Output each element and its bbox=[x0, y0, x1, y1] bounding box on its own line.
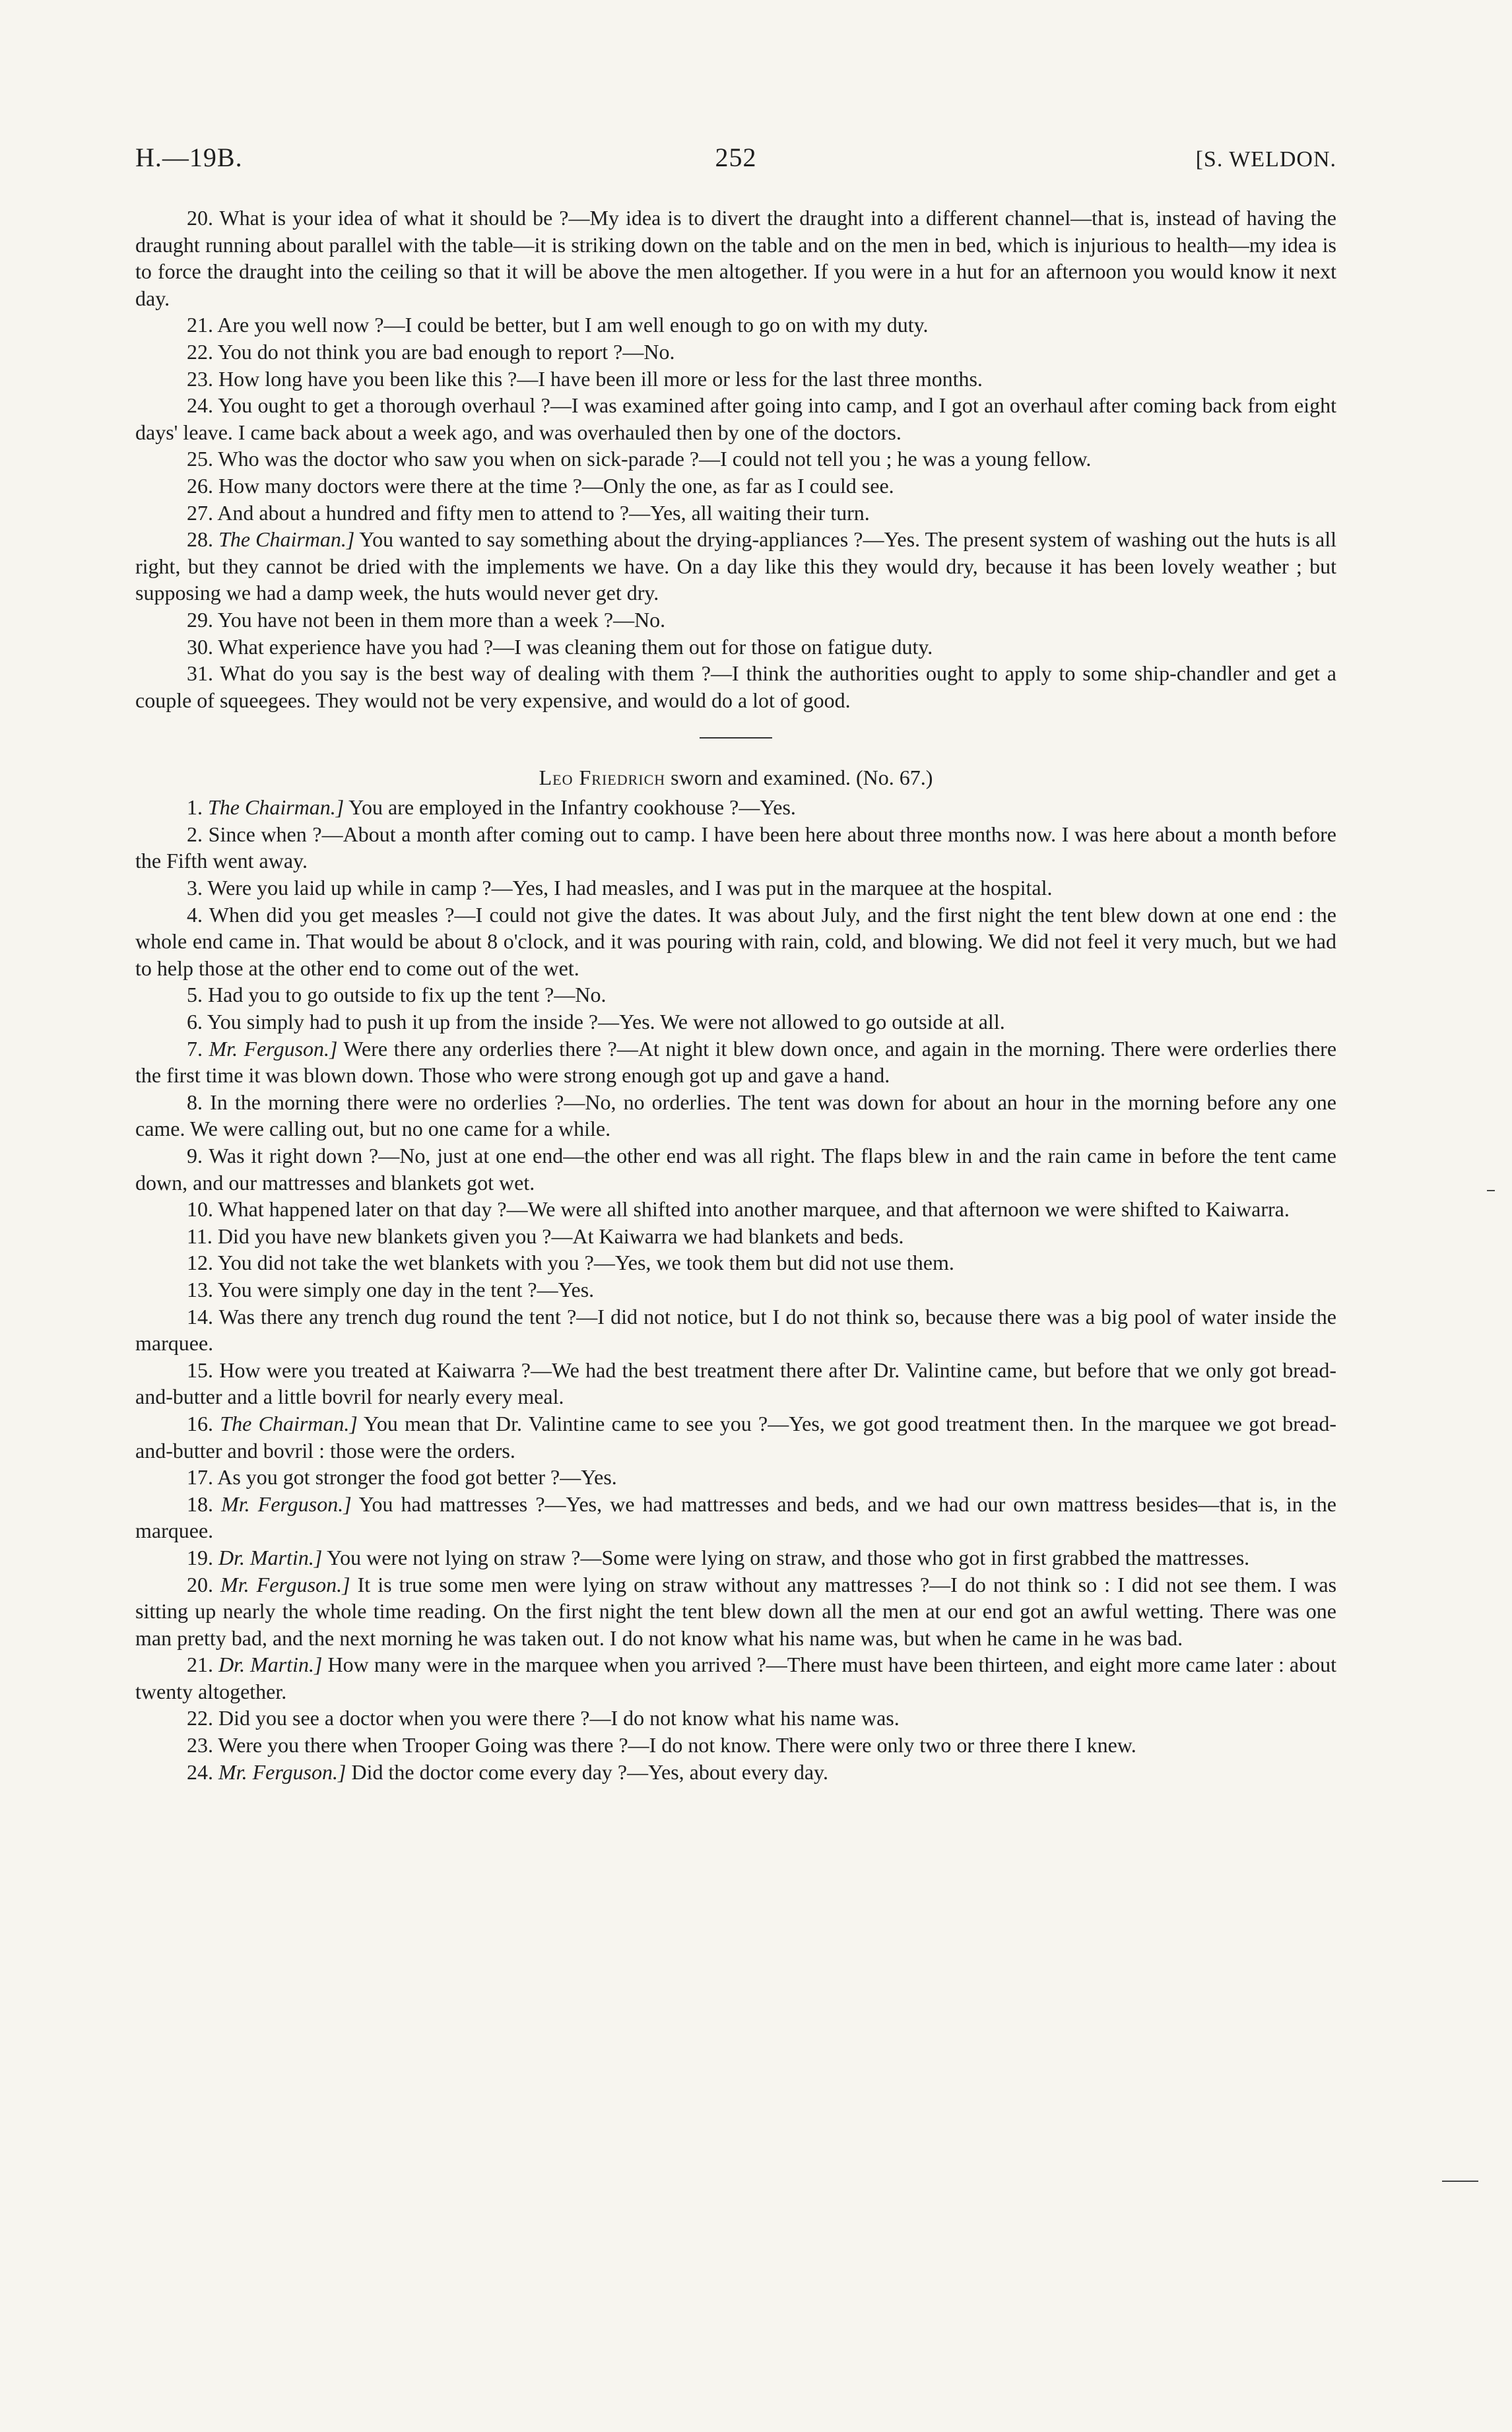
testimony-paragraph bbox=[135, 473, 1336, 500]
testimony-text: Did you see a doctor when you were there ?—I do not know what his name was. bbox=[218, 1706, 900, 1730]
question-number: 31. bbox=[187, 661, 213, 686]
testimony-paragraph bbox=[135, 874, 1336, 902]
question-number: 24. bbox=[187, 393, 213, 418]
testimony-text: It is true some men were lying on straw without any mattresses ?—I do not think so : I did not see them. I was sitting up nearly the whole time reading. On the first night the tent blew down all the men at our end got an awful wetting. There was one man pretty bad, and the next morning he was taken out. I do not know what his name was, but when he came in he was bad. bbox=[135, 1572, 1337, 1650]
testimony-text: Who was the doctor who saw you when on sick-parade ?—I could not tell you ; he was a young fellow. bbox=[218, 447, 1092, 471]
testimony-text: Was there any trench dug round the tent ?—I did not notice, but I do not think so, because there was a big pool of water inside the marquee. bbox=[135, 1304, 1337, 1356]
page-number: 252 bbox=[715, 143, 757, 172]
section-divider bbox=[700, 737, 772, 739]
testimony-paragraph bbox=[135, 1705, 1336, 1732]
testimony-paragraph bbox=[135, 526, 1336, 607]
testimony-paragraph bbox=[135, 1223, 1336, 1250]
testimony-text: Were you there when Trooper Going was there ?—I do not know. There were only two or three there I knew. bbox=[218, 1733, 1136, 1758]
question-number: 18. bbox=[187, 1492, 213, 1516]
question-number: 20. bbox=[187, 206, 213, 230]
testimony-text: You were not lying on straw ?—Some were lying on straw, and those who got in first grabbed the mattresses. bbox=[327, 1545, 1250, 1569]
testimony-text: Did the doctor come every day ?—Yes, about every day. bbox=[351, 1759, 828, 1784]
testimony-paragraph bbox=[135, 1196, 1336, 1223]
testimony-text: You were simply one day in the tent ?—Yes. bbox=[217, 1277, 595, 1301]
testimony-paragraph bbox=[135, 607, 1336, 634]
question-number: 10. bbox=[187, 1197, 213, 1222]
testimony-paragraph bbox=[135, 366, 1336, 393]
testimony-paragraph bbox=[135, 1089, 1336, 1142]
testimony-text: You do not think you are bad enough to report ?—No. bbox=[217, 339, 675, 364]
question-number: 25. bbox=[187, 447, 213, 471]
question-number: 20. bbox=[187, 1572, 213, 1596]
testimony-text: Were there any orderlies there ?—At night it blew down once, and again in the morning. There were orderlies there the first time it was blown down. Those who were strong enough got up and gave a hand. bbox=[135, 1036, 1337, 1088]
testimony-text: What experience have you had ?—I was cleaning them out for those on fatigue duty. bbox=[218, 634, 933, 659]
testimony-paragraph bbox=[135, 1491, 1336, 1544]
report-code: H.—19B. bbox=[135, 143, 243, 172]
question-number: 28. bbox=[187, 527, 213, 552]
testimony-paragraph bbox=[135, 1008, 1336, 1035]
testimony-text: Were you laid up while in camp ?—Yes, I had measles, and I was put in the marquee at the hospital. bbox=[207, 876, 1053, 900]
testimony-paragraph bbox=[135, 1759, 1336, 1786]
testimony-text: You wanted to say something about the drying-appliances ?—Yes. The present system of washing out the huts is all right, but they cannot be dried with the implements we have. On a day like this they would dry, because it has been lovely weather ; but supposing we had a damp week, the huts would never get dry. bbox=[135, 527, 1337, 605]
testimony-paragraph bbox=[135, 981, 1336, 1008]
testimony-paragraph bbox=[135, 445, 1336, 473]
question-number: 16. bbox=[187, 1411, 213, 1435]
testimony-paragraph bbox=[135, 392, 1336, 445]
question-number: 13. bbox=[187, 1277, 213, 1301]
witness-name: [S. WELDON. bbox=[1195, 147, 1336, 172]
question-number: 9. bbox=[187, 1144, 203, 1167]
testimony-text: What happened later on that day ?—We were all shifted into another marquee, and that afternoon we were shifted to Kaiwarra. bbox=[218, 1197, 1290, 1222]
testimony-text: You simply had to push it up from the inside ?—Yes. We were not allowed to go outside at all. bbox=[207, 1010, 1005, 1034]
testimony-paragraph bbox=[135, 1651, 1336, 1705]
margin-mark bbox=[1442, 2181, 1478, 2182]
testimony-paragraph bbox=[135, 339, 1336, 366]
section-heading bbox=[135, 764, 1336, 791]
question-number: 22. bbox=[187, 339, 213, 364]
testimony-paragraph bbox=[135, 205, 1336, 312]
question-number: 2. bbox=[187, 822, 203, 846]
testimony-text: Was it right down ?—No, just at one end—the other end was all right. The flaps blew in and the rain came in before the tent came down, and our mattresses and blankets got wet. bbox=[135, 1144, 1337, 1195]
speaker-label: Mr. Ferguson.] bbox=[218, 1759, 346, 1784]
margin-mark bbox=[1487, 1190, 1495, 1191]
testimony-text: And about a hundred and fifty men to attend to ?—Yes, all waiting their turn. bbox=[217, 500, 870, 525]
question-number: 4. bbox=[187, 902, 203, 927]
testimony-text: You have not been in them more than a week ?—No. bbox=[217, 607, 666, 632]
testimony-text: What is your idea of what it should be ?—My idea is to divert the draught into a different channel—that is, instead of having the draught running about parallel with the table—it is striking down on the table and on the men in bed, which is injurious to health—my idea is to force the draught into the ceiling so that it will be above the men altogether. If you were in a hut for an afternoon you would know it next day. bbox=[135, 206, 1337, 310]
testimony-text: When did you get measles ?—I could not give the dates. It was about July, and the first night the tent blew down at one end : the whole end came in. That would be about 8 o'clock, and it was pouring with rain, cold, and blowing. We did not feel it very much, but we had to help those at the other end to come out of the wet. bbox=[135, 902, 1337, 980]
testimony-text: In the morning there were no orderlies ?—No, no orderlies. The tent was down for about an hour in the morning before any one came. We were calling out, but no one came for a while. bbox=[135, 1090, 1336, 1141]
question-number: 23. bbox=[187, 1733, 213, 1758]
testimony-paragraph bbox=[135, 821, 1336, 874]
question-number: 15. bbox=[187, 1358, 213, 1382]
speaker-label: Dr. Martin.] bbox=[218, 1545, 323, 1569]
speaker-label: Mr. Ferguson.] bbox=[221, 1492, 352, 1516]
testimony-text: You had mattresses ?—Yes, we had mattresses and beds, and we had our own mattress besides—that is, in the marquee. bbox=[135, 1492, 1337, 1543]
testimony-text: How many doctors were there at the time ?—Only the one, as far as I could see. bbox=[218, 473, 894, 498]
speaker-label: The Chairman.] bbox=[218, 527, 355, 552]
testimony-paragraph bbox=[135, 1357, 1336, 1410]
question-number: 27. bbox=[187, 500, 213, 525]
testimony-text: How many were in the marquee when you arrived ?—There must have been thirteen, and eight more came later : about twenty altogether. bbox=[135, 1653, 1337, 1703]
question-number: 19. bbox=[187, 1545, 213, 1569]
witness-heading-name: Leo Friedrich bbox=[539, 766, 666, 790]
question-number: 3. bbox=[187, 876, 203, 900]
question-number: 26. bbox=[187, 473, 213, 498]
question-number: 14. bbox=[187, 1304, 213, 1329]
testimony-paragraph bbox=[135, 1303, 1336, 1357]
friedrich-testimony bbox=[135, 794, 1336, 1785]
testimony-text: Had you to go outside to fix up the tent ?—No. bbox=[208, 983, 607, 1007]
testimony-paragraph bbox=[135, 1571, 1336, 1652]
question-number: 21. bbox=[187, 1653, 213, 1677]
testimony-paragraph bbox=[135, 312, 1336, 339]
document-page bbox=[135, 142, 1336, 1785]
question-number: 29. bbox=[187, 607, 213, 632]
question-number: 11. bbox=[187, 1224, 213, 1248]
weldon-testimony bbox=[135, 205, 1336, 713]
testimony-paragraph bbox=[135, 1732, 1336, 1759]
testimony-text: How were you treated at Kaiwarra ?—We had the best treatment there after Dr. Valintine came, but before that we only got bread-and-butter and a little bovril for nearly every meal. bbox=[135, 1358, 1337, 1409]
question-number: 23. bbox=[187, 366, 213, 391]
page-header bbox=[135, 142, 1336, 173]
testimony-paragraph bbox=[135, 1035, 1336, 1089]
testimony-paragraph bbox=[135, 1544, 1336, 1571]
testimony-paragraph bbox=[135, 794, 1336, 821]
testimony-paragraph bbox=[135, 1249, 1336, 1276]
testimony-paragraph bbox=[135, 634, 1336, 661]
testimony-text: Since when ?—About a month after coming out to camp. I have been here about three months now. I was here about a month before the Fifth went away. bbox=[135, 822, 1337, 873]
testimony-text: How long have you been like this ?—I have been ill more or less for the last three months. bbox=[218, 366, 983, 391]
witness-heading-rest: sworn and examined. (No. 67.) bbox=[671, 766, 933, 790]
question-number: 7. bbox=[187, 1036, 203, 1061]
question-number: 17. bbox=[187, 1465, 213, 1490]
question-number: 6. bbox=[187, 1010, 203, 1034]
speaker-label: The Chairman.] bbox=[208, 795, 345, 820]
testimony-text: As you got stronger the food got better ?—Yes. bbox=[217, 1465, 617, 1490]
question-number: 1. bbox=[187, 795, 203, 820]
testimony-paragraph bbox=[135, 1276, 1336, 1303]
testimony-paragraph bbox=[135, 1464, 1336, 1491]
speaker-label: Dr. Martin.] bbox=[218, 1653, 323, 1677]
question-number: 21. bbox=[187, 313, 213, 337]
question-number: 30. bbox=[187, 634, 213, 659]
question-number: 12. bbox=[187, 1251, 213, 1275]
question-number: 5. bbox=[187, 983, 203, 1007]
testimony-text: You are employed in the Infantry cookhouse ?—Yes. bbox=[348, 795, 796, 820]
testimony-text: You ought to get a thorough overhaul ?—I was examined after going into camp, and I got an overhaul after coming back from eight days' leave. I came back about a week ago, and was overhauled then by one of the doctors. bbox=[135, 393, 1337, 444]
question-number: 24. bbox=[187, 1759, 213, 1784]
testimony-paragraph bbox=[135, 1410, 1336, 1464]
testimony-paragraph bbox=[135, 1142, 1336, 1196]
testimony-text: Are you well now ?—I could be better, but I am well enough to go on with my duty. bbox=[217, 313, 929, 337]
testimony-text: Did you have new blankets given you ?—At Kaiwarra we had blankets and beds. bbox=[217, 1224, 904, 1248]
question-number: 8. bbox=[187, 1090, 203, 1114]
question-number: 22. bbox=[187, 1706, 213, 1730]
speaker-label: The Chairman.] bbox=[220, 1411, 358, 1435]
testimony-paragraph bbox=[135, 660, 1336, 713]
speaker-label: Mr. Ferguson.] bbox=[220, 1572, 350, 1596]
speaker-label: Mr. Ferguson.] bbox=[209, 1036, 338, 1061]
testimony-text: You mean that Dr. Valintine came to see you ?—Yes, we got good treatment then. In the marquee we got bread-and-butter and bovril : those were the orders. bbox=[135, 1411, 1336, 1462]
testimony-text: What do you say is the best way of dealing with them ?—I think the authorities ought to apply to some ship-chandler and get a couple of squeegees. They would not be very expensive, and would do a lot of good. bbox=[135, 661, 1337, 712]
testimony-paragraph bbox=[135, 500, 1336, 527]
testimony-paragraph bbox=[135, 902, 1336, 982]
testimony-text: You did not take the wet blankets with you ?—Yes, we took them but did not use them. bbox=[217, 1251, 954, 1275]
